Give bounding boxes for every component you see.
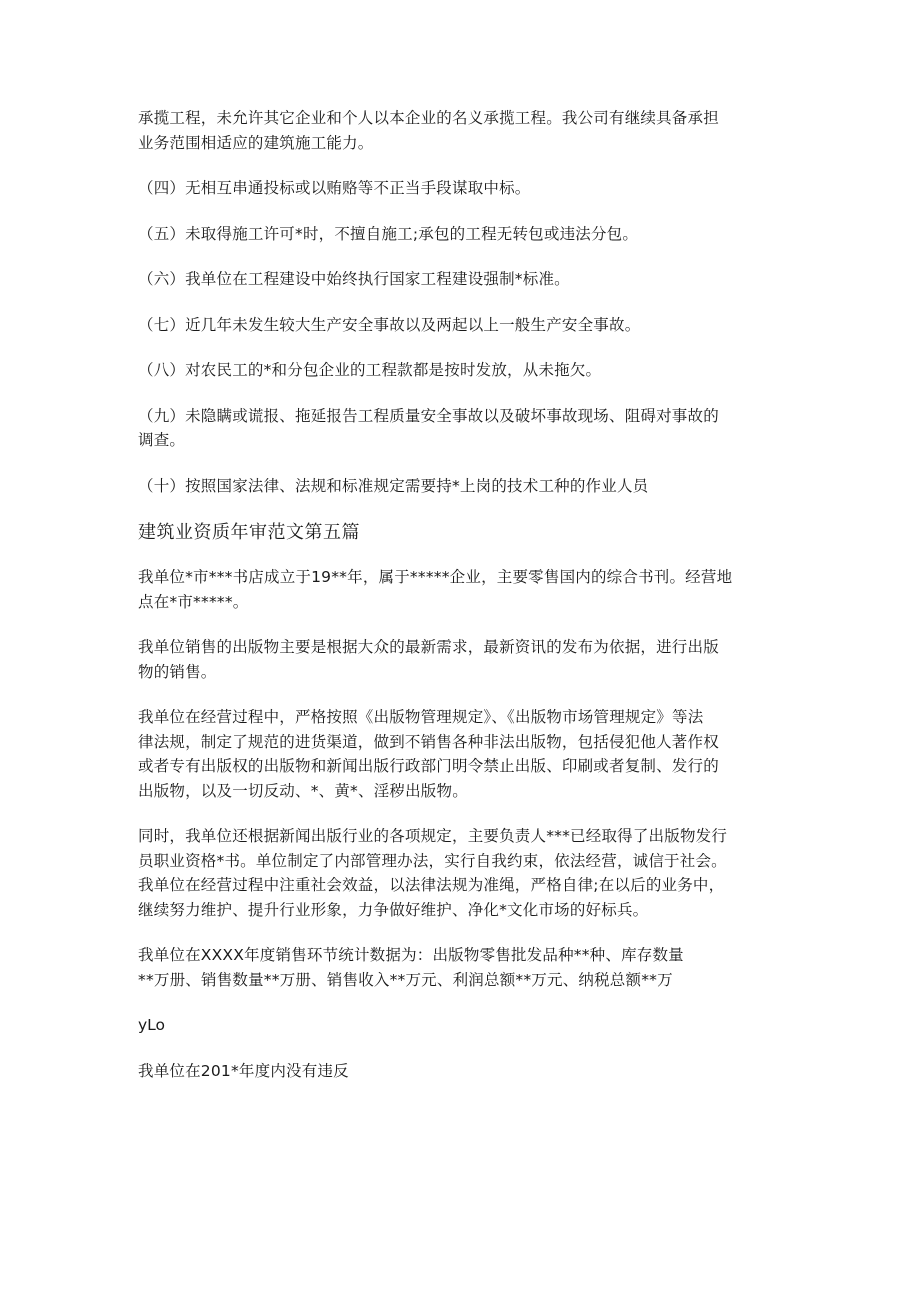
paragraph-products: 我单位销售的出版物主要是根据大众的最新需求，最新资讯的发布为依据，进行出版 物的销售。 — [138, 638, 719, 681]
list-item-9: （九）未隐瞒或谎报、拖延报告工程质量安全事故以及破坏事故现场、阻碍对事故的 调查。 — [138, 406, 719, 449]
list-item-8: （八）对农民工的*和分包企业的工程款都是按时发放，从未拖欠。 — [138, 361, 602, 379]
list-item-6: （六）我单位在工程建设中始终执行国家工程建设强制*标准。 — [138, 270, 570, 288]
list-item-10: （十）按照国家法律、法规和标准规定需要持*上岗的技术工种的作业人员 — [138, 476, 649, 495]
paragraph-continuation: 承揽工程，未允许其它企业和个人以本企业的名义承揽工程。我公司有继续具备承担 业务范围相适应的建筑施工能力。 — [138, 109, 719, 152]
list-item-4: （四）无相互串通投标或以贿赂等不正当手段谋取中标。 — [138, 179, 531, 197]
list-item-7: （七）近几年未发生较大生产安全事故以及两起以上一般生产安全事故。 — [138, 315, 641, 334]
section-heading: 建筑业资质年审范文第五篇 — [138, 522, 360, 543]
paragraph-intro: 我单位*市***书店成立于19**年，属于*****企业，主要零售国内的综合书刊。经营地 点在*市*****。 — [138, 568, 733, 611]
text-fragment: yLo — [138, 1016, 166, 1034]
paragraph-compliance: 我单位在经营过程中，严格按照《出版物管理规定》、《出版物市场管理规定》等法 律法规，制定了规范的进货渠道，做到不销售各种非法出版物，包括侵犯他人著作权 或者专有出版权的出版物和新闻出版行政部门明令禁止出版、印刷或者复制、发行的 出版物，以及一切反动、*、黄*、淫秽出版物。 — [138, 708, 719, 800]
document-body — [138, 106, 778, 1104]
list-item-5: （五）未取得施工许可*时，不擅自施工;承包的工程无转包或违法分包。 — [138, 224, 639, 243]
paragraph-management: 同时，我单位还根据新闻出版行业的各项规定，主要负责人***已经取得了出版物发行 员职业资格*书。单位制定了内部管理办法，实行自我约束，依法经营，诚信于社会。 我单位在经营过程中注重社会效益，以法律法规为准绳，严格自律;在以后的业务中， 继续努力维护、提升行业形象，力争做好维护、净化*文化市场的好标兵。 — [138, 827, 728, 919]
paragraph-statistics: 我单位在XXXX年度销售环节统计数据为：出版物零售批发品种**种、库存数量 **万册、销售数量**万册、销售收入**万元、利润总额**万元、纳税总额**万 — [138, 946, 684, 989]
paragraph-last-line: 我单位在201*年度内没有违反 — [138, 1061, 349, 1080]
